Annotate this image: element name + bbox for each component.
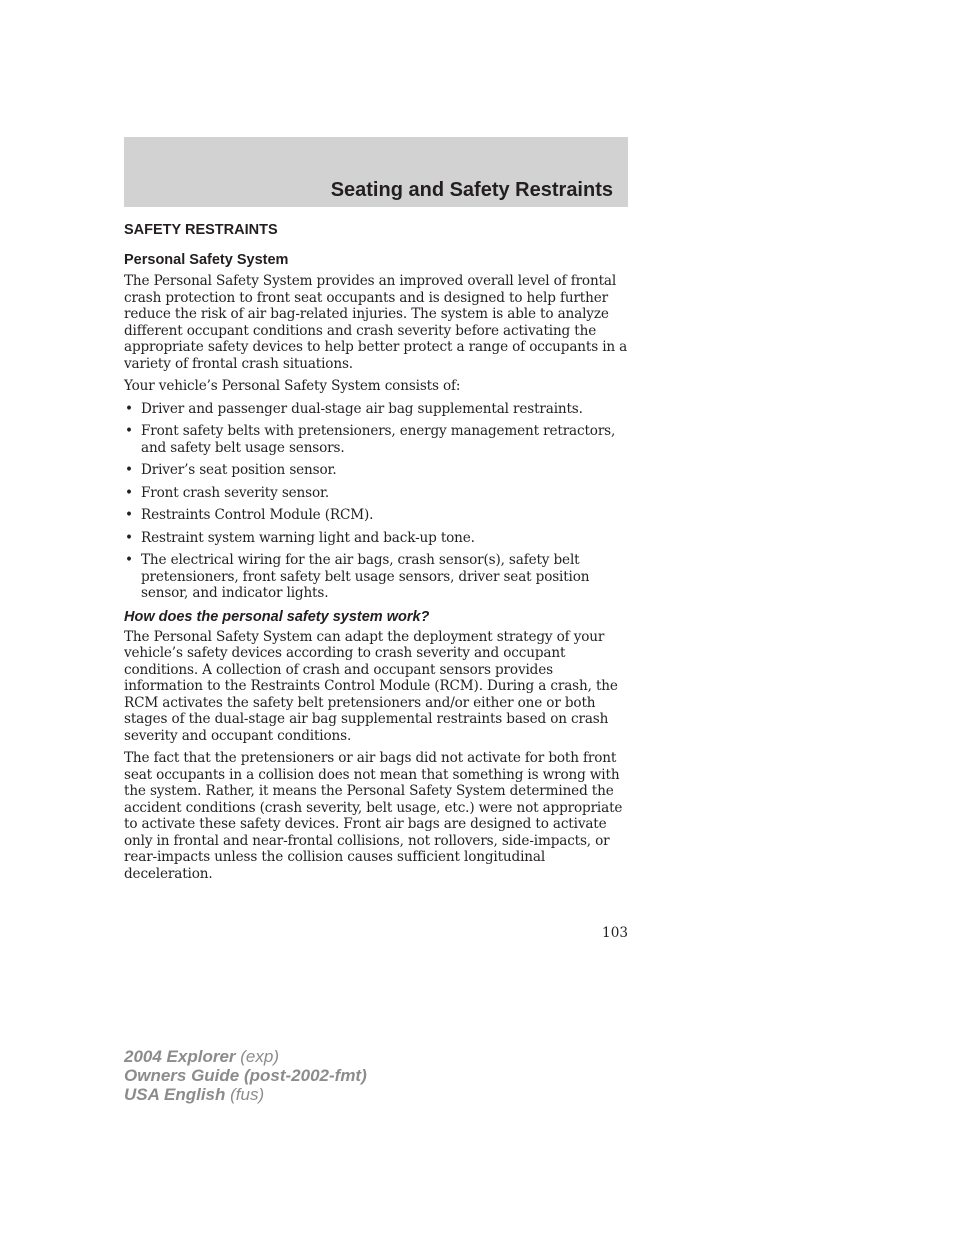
components-list	[124, 401, 628, 602]
answer-paragraph: The Personal Safety System can adapt the deployment strategy of your vehicle’s safety devices according to crash severity and occupant conditions. A collection of crash and occupant sensors provides information to the Restraints Control Module (RCM). During a crash, the RCM activates the safety belt pretensioners and/or either one or both stages of the dual-stage air bag supplemental restraints based on crash severity and occupant conditions.	[124, 628, 618, 744]
footer-model: 2004 Explorer	[124, 1047, 236, 1066]
list-item-text: The electrical wiring for the air bags, crash sensor(s), safety belt pretensioners, front safety belt usage sensors, driver seat position sensor, and indicator lights.	[141, 552, 590, 601]
section-heading: SAFETY RESTRAINTS	[124, 222, 278, 238]
list-item-text: Driver’s seat position sensor.	[141, 462, 337, 478]
question-heading: How does the personal safety system work?	[124, 608, 430, 625]
answer-paragraph: The fact that the pretensioners or air bags did not activate for both front seat occupants in a collision does not mean that something is wrong with the system. Rather, it means the Personal Safety System determined the accident conditions (crash severity, belt usage, etc.) were not appropriate to activate these safety devices. Front air bags are designed to activate only in frontal and near-frontal collisions, not rollovers, side-impacts, or rear-impacts unless the collision causes sufficient longitudinal deceleration.	[124, 750, 623, 882]
list-item	[124, 423, 628, 456]
list-item	[124, 507, 628, 524]
footer-line-guide	[124, 1066, 367, 1085]
footer-guide: Owners Guide (post-2002-fmt)	[124, 1066, 367, 1085]
list-item-text: Restraint system warning light and back-up tone.	[141, 529, 475, 546]
list-item-text: Restraints Control Module (RCM).	[141, 507, 374, 523]
section-header-band	[124, 137, 628, 207]
intro-paragraph: The Personal Safety System provides an improved overall level of frontal crash protection to front seat occupants and is designed to help further reduce the risk of air bag-related injuries. The system is able to analyze different occupant conditions and crash severity before activating the appropriate safety devices to help better protect a range of occupants in a variety of frontal crash situations.	[124, 273, 628, 372]
bullet-icon: •	[125, 462, 133, 478]
bullet-icon: •	[125, 400, 133, 417]
footer-line-model	[124, 1047, 367, 1066]
list-item	[124, 485, 628, 502]
subheading: Personal Safety System	[124, 252, 289, 268]
footer-model-code: (exp)	[240, 1047, 279, 1066]
list-item	[124, 530, 628, 547]
list-item-text: Front crash severity sensor.	[141, 484, 330, 501]
bullet-icon: •	[125, 423, 133, 439]
bullet-icon: •	[125, 529, 133, 546]
page-number: 103	[602, 925, 628, 941]
list-item	[124, 401, 628, 418]
list-item	[124, 462, 628, 479]
list-item-text: Driver and passenger dual-stage air bag supplemental restraints.	[141, 400, 583, 417]
document-footer	[124, 1047, 367, 1104]
bullet-icon: •	[125, 552, 133, 568]
bullet-icon: •	[125, 484, 133, 501]
footer-language-code: (fus)	[230, 1085, 265, 1104]
page-content	[124, 221, 628, 888]
list-item	[124, 552, 628, 602]
footer-language: USA English	[124, 1085, 226, 1104]
chapter-title: Seating and Safety Restraints	[330, 179, 613, 201]
footer-line-language	[124, 1085, 367, 1104]
list-item-text: Front safety belts with pretensioners, energy management retractors, and safety belt usage sensors.	[141, 423, 616, 456]
bullet-icon: •	[125, 507, 133, 523]
consists-of-paragraph: Your vehicle’s Personal Safety System consists of:	[124, 378, 461, 394]
